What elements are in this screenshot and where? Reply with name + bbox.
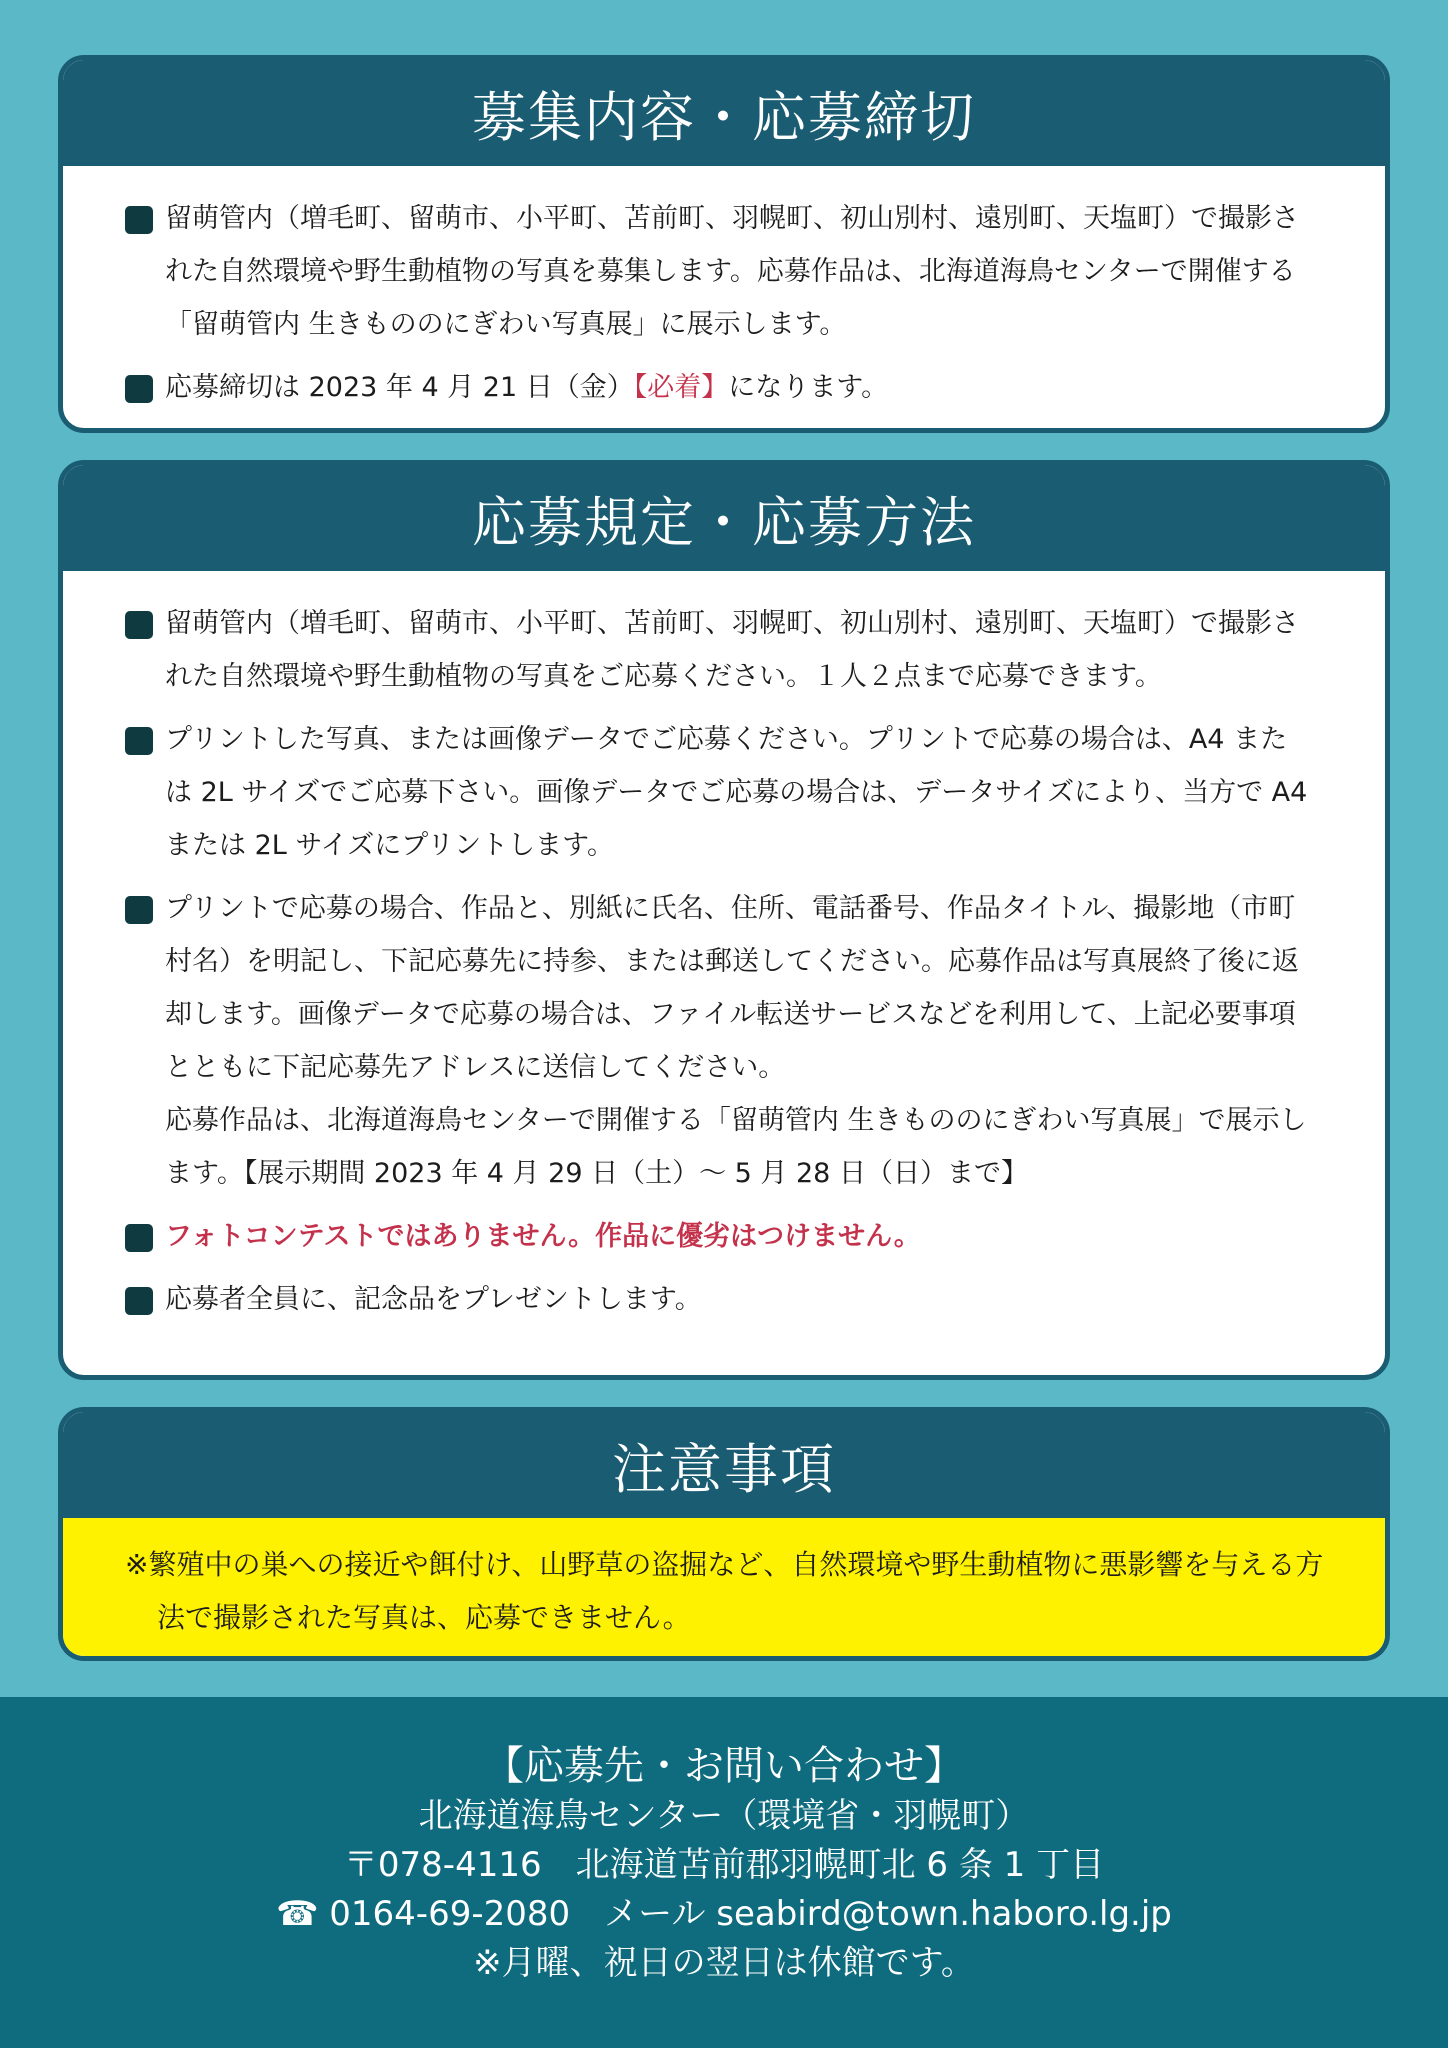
rules-body [63, 571, 1385, 1326]
square-bullet-icon [125, 1224, 153, 1252]
square-bullet-icon [125, 1287, 153, 1315]
notice-title: 注意事項 [63, 1412, 1385, 1518]
rules-item-1 [125, 597, 1313, 703]
square-bullet-icon [125, 206, 153, 234]
deadline-must-arrive: 【必着】 [633, 372, 729, 403]
recruitment-title: 募集内容・応募締切 [63, 60, 1385, 166]
rules-item-1-text: 留萌管内（増毛町、留萌市、小平町、苫前町、羽幌町、初山別村、遠別町、天塩町）で撮影された自然環境や野生動植物の写真をご応募ください。１人２点まで応募できます。 [165, 608, 1299, 692]
not-a-contest-text: フォトコンテストではありません。作品に優劣はつけません。 [165, 1221, 921, 1252]
recruitment-item-1 [125, 192, 1313, 351]
square-bullet-icon [125, 375, 153, 403]
recruitment-panel [58, 55, 1390, 433]
rules-panel [58, 460, 1390, 1380]
contact-heading: 【応募先・お問い合わせ】 [484, 1743, 964, 1789]
recruitment-body [63, 166, 1385, 414]
contact-phone-email[interactable]: ☎ 0164-69-2080 メール seabird@town.haboro.lg.jp [276, 1894, 1172, 1934]
notice-text: ※繁殖中の巣への接近や餌付け、山野草の盗掘など、自然環境や野生動植物に悪影響を与える方法で撮影された写真は、応募できません。 [125, 1548, 1324, 1634]
contact-footer [0, 1697, 1448, 2048]
rules-item-4 [125, 1210, 1313, 1263]
recruitment-item-2 [125, 361, 1313, 414]
contact-address: 〒078-4116 北海道苫前郡羽幌町北 6 条 1 丁目 [343, 1845, 1105, 1885]
rules-item-5 [125, 1273, 1313, 1326]
notice-panel [58, 1407, 1390, 1661]
notice-body [63, 1518, 1385, 1661]
rules-item-5-text: 応募者全員に、記念品をプレゼントします。 [165, 1284, 702, 1315]
rules-title: 応募規定・応募方法 [63, 465, 1385, 571]
contact-organization: 北海道海鳥センター（環境省・羽幌町） [418, 1796, 1030, 1836]
rules-item-3 [125, 882, 1313, 1200]
rules-item-3-text: プリントで応募の場合、作品と、別紙に氏名、住所、電話番号、作品タイトル、撮影地（市町村名）を明記し、下記応募先に持参、または郵送してください。応募作品は写真展終了後に返却します。画像データで応募の場合は、ファイル転送サービスなどを利用して、上記必要事項とともに下記応募先アドレスに送信してください。 [165, 893, 1299, 1083]
recruitment-item-1-text: 留萌管内（増毛町、留萌市、小平町、苫前町、羽幌町、初山別村、遠別町、天塩町）で撮影された自然環境や野生動植物の写真を募集します。応募作品は、北海道海鳥センターで開催する「留萌管内 生きもののにぎわい写真展」に展示します。 [165, 203, 1299, 340]
rules-item-2 [125, 713, 1313, 872]
rules-item-2-text: プリントした写真、または画像データでご応募ください。プリントで応募の場合は、A4 または 2L サイズでご応募下さい。画像データでご応募の場合は、データサイズにより、当方で A4 または 2L サイズにプリントします。 [165, 724, 1308, 861]
square-bullet-icon [125, 896, 153, 924]
square-bullet-icon [125, 727, 153, 755]
deadline-text-end: になります。 [728, 372, 889, 403]
square-bullet-icon [125, 611, 153, 639]
deadline-text: 応募締切は 2023 年 4 月 21 日（金） [165, 372, 634, 403]
closed-days-note: ※月曜、祝日の翌日は休館です。 [473, 1943, 975, 1983]
rules-item-3-exhibit: 応募作品は、北海道海鳥センターで開催する「留萌管内 生きもののにぎわい写真展」で展示します。【展示期間 2023 年 4 月 29 日（土）～ 5 月 28 日（日）まで】 [165, 1105, 1307, 1189]
